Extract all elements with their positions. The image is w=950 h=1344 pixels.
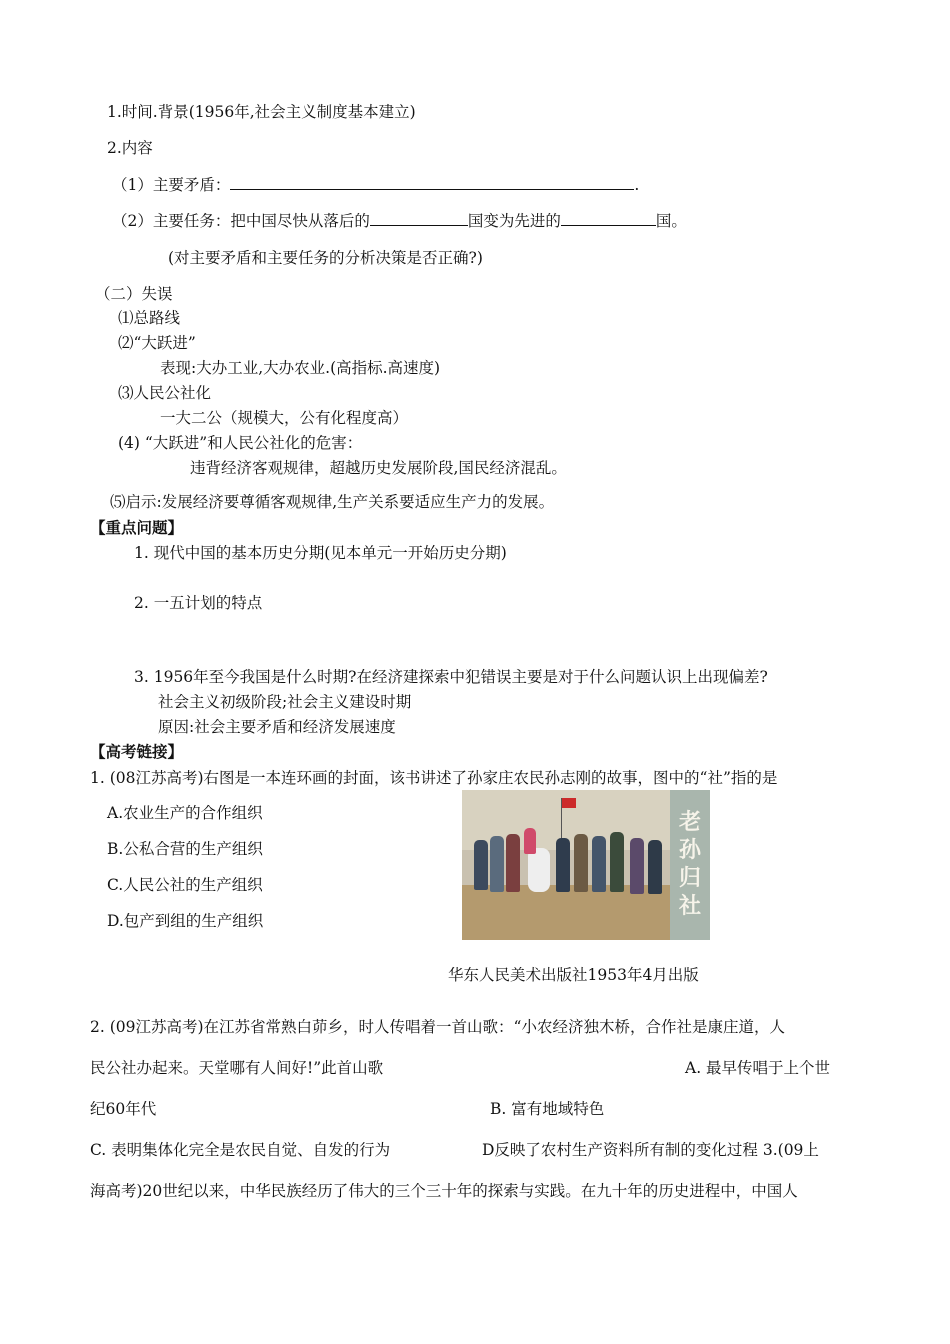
text-line: ⑴总路线 — [118, 309, 181, 327]
answer-blank[interactable] — [561, 211, 656, 226]
question-stem: 海高考)20世纪以来，中华民族经历了伟大的三个三十年的探索与实践。在九十年的历史进程中，中国人 — [90, 1182, 798, 1200]
choice-c: C.人民公社的生产组织 — [107, 876, 263, 894]
cover-title-char: 老 — [678, 810, 701, 835]
answer-text: 社会主义初级阶段;社会主义建设时期 — [158, 693, 412, 711]
choice-d: D.包产到组的生产组织 — [107, 912, 264, 930]
comic-cover-image — [462, 790, 710, 940]
text-line: 2.内容 — [107, 139, 153, 157]
section-heading: 【高考链接】 — [90, 742, 184, 761]
choice-b: B. 富有地域特色 — [490, 1100, 605, 1118]
answer-blank[interactable] — [230, 175, 634, 190]
text-line: (4) “大跃进”和人民公社化的危害： — [118, 434, 363, 452]
choice-b: B.公私合营的生产组织 — [107, 840, 263, 858]
text-line — [112, 175, 639, 195]
cover-title-char: 孙 — [678, 838, 701, 863]
text-line: ⑸启示:发展经济要尊循客观规律,生产关系要适应生产力的发展。 — [110, 493, 555, 511]
choice-a: A.农业生产的合作组织 — [107, 804, 263, 822]
text-line: 1.时间.背景(1956年,社会主义制度基本建立) — [107, 103, 416, 121]
question-stem: 2. (09江苏高考)在江苏省常熟白茆乡，时人传唱着一首山歌：“小农经济独木桥，合作社是康庄道，人 — [90, 1018, 785, 1036]
crowd-figure — [648, 840, 662, 894]
crowd-figure — [506, 834, 520, 892]
question-item: 3. 1956年至今我国是什么时期?在经济建探索中犯错误主要是对于什么问题认识上出现偏差? — [134, 668, 768, 686]
question-item: 2. 一五计划的特点 — [134, 594, 263, 612]
cover-title — [670, 790, 710, 940]
cover-title-char: 社 — [678, 894, 701, 919]
text-line: 民公社办起来。天堂哪有人间好!”此首山歌 — [90, 1059, 384, 1077]
image-caption: 华东人民美术出版社1953年4月出版 — [448, 966, 699, 984]
choice-a: A. 最早传唱于上个世 — [685, 1059, 831, 1077]
red-flag-icon — [562, 798, 576, 808]
answer-blank[interactable] — [370, 211, 468, 226]
text-line: (对主要矛盾和主要任务的分析决策是否正确?) — [168, 249, 483, 267]
crowd-figure — [630, 838, 644, 894]
question-item: 1. 现代中国的基本历史分期(见本单元一开始历史分期) — [134, 544, 507, 562]
crowd-figure — [610, 832, 624, 892]
choice-d: D反映了农村生产资料所有制的变化过程 3.(09上 — [482, 1141, 819, 1159]
text-label: . — [634, 176, 640, 194]
text-line: ⑶人民公社化 — [118, 384, 212, 402]
text-line: 纪60年代 — [90, 1100, 157, 1118]
text-line — [112, 211, 687, 231]
text-label: （2）主要任务：把中国尽快从落后的 — [112, 212, 370, 230]
crowd-figure — [490, 836, 504, 892]
text-line: 一大二公（规模大，公有化程度高） — [160, 409, 409, 427]
cover-title-char: 归 — [678, 866, 701, 891]
crowd-figure — [556, 838, 570, 892]
text-line: ⑵“大跃进” — [118, 334, 196, 352]
answer-text: 原因:社会主要矛盾和经济发展速度 — [158, 718, 396, 736]
crowd-figure — [474, 840, 488, 890]
crowd-figure — [592, 836, 606, 892]
white-horse — [528, 848, 550, 892]
text-label: 国。 — [655, 212, 687, 230]
section-heading: （二）失误 — [95, 285, 173, 303]
question-stem: 1. (08江苏高考)右图是一本连环画的封面，该书讲述了孙家庄农民孙志刚的故事，图中的“社”指的是 — [90, 769, 778, 787]
choice-c: C. 表明集体化完全是农民自觉、自发的行为 — [90, 1141, 391, 1159]
text-line: 表现:大办工业,大办农业.(高指标.高速度) — [160, 359, 441, 377]
rider-figure — [524, 828, 536, 854]
crowd-figure — [574, 834, 588, 892]
section-heading: 【重点问题】 — [90, 518, 184, 537]
text-label: 国变为先进的 — [467, 212, 561, 230]
text-line: 违背经济客观规律，超越历史发展阶段,国民经济混乱。 — [190, 459, 567, 477]
text-label: （1）主要矛盾： — [112, 176, 231, 194]
